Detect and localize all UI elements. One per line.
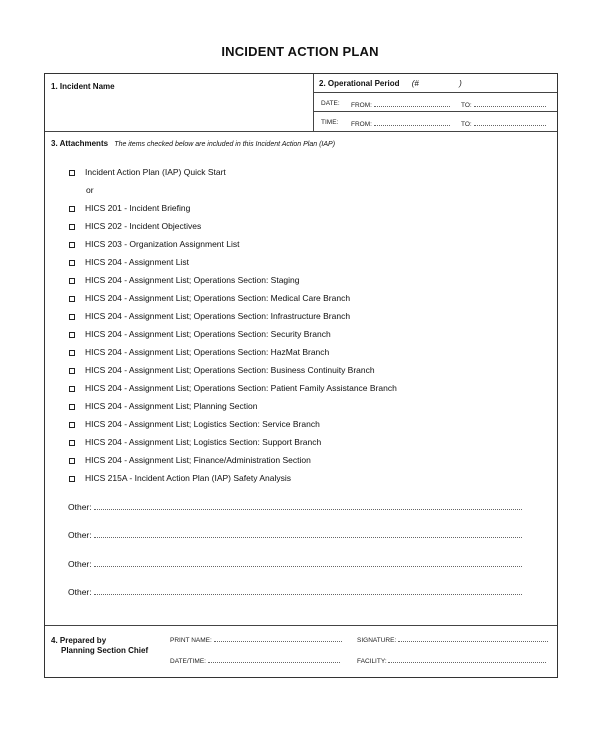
checkbox-icon[interactable] (69, 260, 75, 266)
operational-period-label (319, 79, 462, 88)
other-field[interactable] (68, 559, 522, 569)
attachment-label: HICS 204 - Assignment List; Operations Section: Patient Family Assistance Branch (85, 383, 397, 393)
period-paren-close: ) (459, 79, 462, 88)
attachments-title: 3. Attachments (51, 139, 109, 148)
checkbox-icon[interactable] (69, 422, 75, 428)
attachment-item[interactable] (69, 239, 240, 249)
attachment-item[interactable] (69, 275, 300, 285)
attachment-label: HICS 204 - Assignment List; Finance/Administration Section (85, 455, 311, 465)
or-text: or (86, 185, 94, 195)
attachment-item[interactable] (69, 365, 375, 375)
attachment-label: HICS 215A - Incident Action Plan (IAP) Safety Analysis (85, 473, 291, 483)
other-field[interactable] (68, 587, 522, 597)
attachment-item[interactable] (69, 257, 189, 267)
period-paren-open: (# (411, 79, 419, 88)
date-time-label: DATE/TIME: (170, 658, 206, 665)
attachment-label: HICS 202 - Incident Objectives (85, 221, 202, 231)
other-line[interactable] (94, 588, 522, 595)
planning-chief-label: Planning Section Chief (61, 646, 149, 655)
other-line[interactable] (94, 560, 522, 567)
signature-line[interactable] (398, 635, 548, 642)
checkbox-icon[interactable] (69, 242, 75, 248)
time-from-label: FROM: (351, 121, 372, 128)
attachment-label: HICS 204 - Assignment List; Operations Section: Infrastructure Branch (85, 311, 351, 321)
section-divider-line (45, 625, 557, 626)
other-label: Other: (68, 502, 92, 512)
checkbox-icon[interactable] (69, 314, 75, 320)
attachment-item[interactable] (69, 383, 397, 393)
attachment-label: HICS 204 - Assignment List; Operations Section: Security Branch (85, 329, 331, 339)
checkbox-icon[interactable] (69, 332, 75, 338)
date-time-divider (313, 111, 557, 112)
time-to-label: TO: (461, 121, 472, 128)
document-title: INCIDENT ACTION PLAN (221, 44, 379, 59)
time-to-field[interactable] (461, 119, 546, 128)
date-to-field[interactable] (461, 100, 546, 109)
attachment-item[interactable] (69, 473, 291, 483)
date-label: DATE: (321, 100, 340, 107)
time-to-line[interactable] (474, 119, 546, 126)
attachment-label: HICS 204 - Assignment List; Logistics Section: Service Branch (85, 419, 320, 429)
checkbox-icon[interactable] (69, 224, 75, 230)
other-label: Other: (68, 559, 92, 569)
incident-name-label: 1. Incident Name (51, 82, 115, 91)
attachment-label: HICS 204 - Assignment List; Logistics Section: Support Branch (85, 437, 322, 447)
attachment-label: HICS 204 - Assignment List; Operations Section: Business Continuity Branch (85, 365, 375, 375)
date-from-line[interactable] (374, 100, 450, 107)
checkbox-icon[interactable] (69, 170, 75, 176)
time-from-field[interactable] (351, 119, 450, 128)
period-header-divider (313, 92, 557, 93)
attachment-label: HICS 204 - Assignment List; Operations Section: Medical Care Branch (85, 293, 351, 303)
attachment-label: HICS 204 - Assignment List (85, 257, 189, 267)
time-label: TIME: (321, 119, 339, 126)
attachment-item[interactable] (69, 437, 321, 447)
other-line[interactable] (94, 503, 522, 510)
attachment-item[interactable] (69, 419, 320, 429)
facility-line[interactable] (388, 656, 546, 663)
attachment-item[interactable] (69, 455, 311, 465)
attachment-label: HICS 204 - Assignment List; Operations Section: HazMat Branch (85, 347, 330, 357)
other-label: Other: (68, 587, 92, 597)
attachment-item[interactable] (69, 203, 190, 213)
iap-form (44, 73, 558, 678)
checkbox-icon[interactable] (69, 386, 75, 392)
attachment-item[interactable] (69, 311, 350, 321)
attachment-label: Incident Action Plan (IAP) Quick Start (85, 167, 226, 177)
attachment-item[interactable] (69, 293, 350, 303)
signature-field[interactable] (357, 635, 548, 644)
attachment-item[interactable] (69, 221, 201, 231)
print-name-field[interactable] (170, 635, 342, 644)
print-name-line[interactable] (214, 635, 342, 642)
attachment-item[interactable] (69, 167, 226, 177)
checkbox-icon[interactable] (69, 458, 75, 464)
checkbox-icon[interactable] (69, 368, 75, 374)
attachment-label: HICS 204 - Assignment List; Operations Section: Staging (85, 275, 300, 285)
checkbox-icon[interactable] (69, 440, 75, 446)
date-time-line[interactable] (208, 656, 340, 663)
date-to-line[interactable] (474, 100, 546, 107)
signature-label: SIGNATURE: (357, 637, 397, 644)
attachment-label: HICS 203 - Organization Assignment List (85, 239, 240, 249)
checkbox-icon[interactable] (69, 350, 75, 356)
print-name-label: PRINT NAME: (170, 637, 212, 644)
checkbox-icon[interactable] (69, 404, 75, 410)
other-field[interactable] (68, 530, 522, 540)
time-from-line[interactable] (374, 119, 450, 126)
checkbox-icon[interactable] (69, 296, 75, 302)
attachment-item[interactable] (69, 329, 331, 339)
prepared-by-label: 4. Prepared by (51, 636, 107, 645)
date-time-field[interactable] (170, 656, 340, 665)
checkbox-icon[interactable] (69, 278, 75, 284)
attachment-label: HICS 204 - Assignment List; Planning Section (85, 401, 258, 411)
attachment-item[interactable] (69, 401, 257, 411)
checkbox-icon[interactable] (69, 206, 75, 212)
attachments-label (51, 139, 335, 148)
attachment-label: HICS 201 - Incident Briefing (85, 203, 191, 213)
section-divider-line (45, 131, 557, 132)
other-label: Other: (68, 530, 92, 540)
facility-label: FACILITY: (357, 658, 387, 665)
other-field[interactable] (68, 502, 522, 512)
operational-period-text: 2. Operational Period (319, 79, 400, 88)
checkbox-icon[interactable] (69, 476, 75, 482)
date-from-label: FROM: (351, 102, 372, 109)
date-to-label: TO: (461, 102, 472, 109)
date-from-field[interactable] (351, 100, 450, 109)
section-divider (313, 74, 314, 131)
attachment-item[interactable] (69, 347, 329, 357)
attachments-note: The items checked below are included in this Incident Action Plan (IAP) (114, 141, 336, 148)
other-line[interactable] (94, 531, 522, 538)
facility-field[interactable] (357, 656, 546, 665)
